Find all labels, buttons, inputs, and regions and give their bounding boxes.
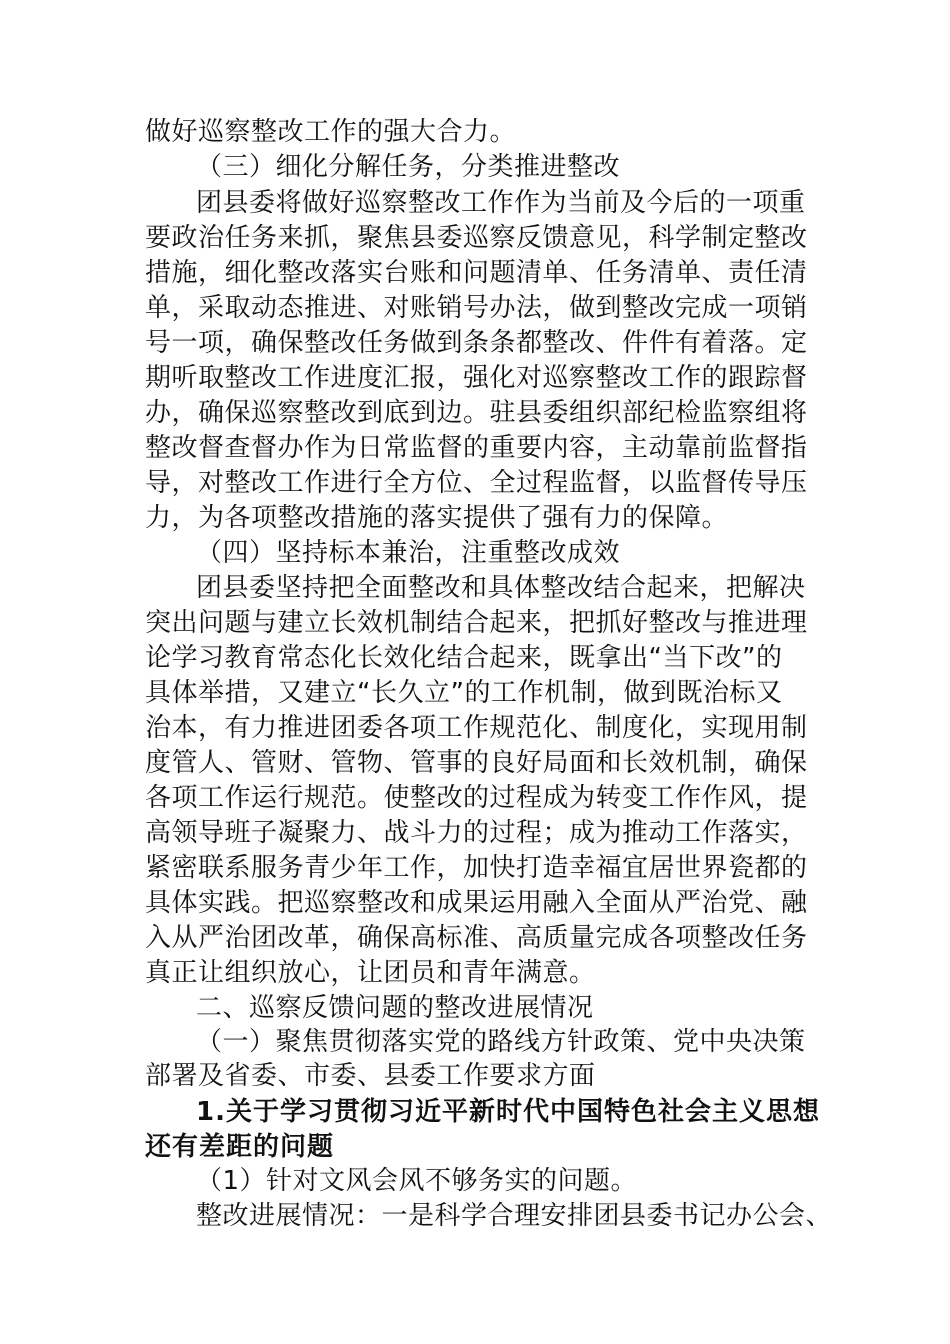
paragraph-line: 入从严治团改革，确保高标准、高质量完成各项整改任务 <box>145 923 808 953</box>
subsection-heading-1: （一）聚焦贯彻落实党的路线方针政策、党中央决策 <box>196 1027 806 1057</box>
paragraph-line: 高领导班子凝聚力、战斗力的过程；成为推动工作落实， <box>145 818 808 848</box>
paragraph-line: 团县委坚持把全面整改和具体整改结合起来，把解决 <box>196 573 806 603</box>
paragraph-line: 整改督查督办作为日常监督的重要内容，主动靠前监督指 <box>145 433 808 463</box>
paragraph-line: 要政治任务来抓，聚焦县委巡察反馈意见，科学制定整改 <box>145 223 808 253</box>
paragraph-line: 治本，有力推进团委各项工作规范化、制度化，实现用制 <box>145 713 808 743</box>
paragraph-line: 突出问题与建立长效机制结合起来，把抓好整改与推进理 <box>145 608 808 638</box>
paragraph-line: 单，采取动态推进、对账销号办法，做到整改完成一项销 <box>145 293 808 323</box>
section-heading-4: （四）坚持标本兼治，注重整改成效 <box>196 538 621 568</box>
paragraph-line: 团县委将做好巡察整改工作作为当前及今后的一项重 <box>196 188 806 218</box>
paragraph-line: 度管人、管财、管物、管事的良好局面和长效机制，确保 <box>145 748 808 778</box>
paragraph-line: 号一项，确保整改任务做到条条都整改、件件有着落。定 <box>145 328 808 358</box>
paragraph-line: 各项工作运行规范。使整改的过程成为转变工作作风，提 <box>145 783 808 813</box>
section-heading-3: （三）细化分解任务，分类推进整改 <box>196 152 621 182</box>
paragraph-line: 具体实践。把巡察整改和成果运用融入全面从严治党、融 <box>145 888 808 918</box>
bold-issue-heading-cont: 还有差距的问题 <box>145 1132 335 1162</box>
paragraph-line: 做好巡察整改工作的强大合力。 <box>145 117 517 147</box>
paragraph-line: 具体举措，又建立“长久立”的工作机制，做到既治标又 <box>145 678 783 708</box>
paragraph-line: 力，为各项整改措施的落实提供了强有力的保障。 <box>145 503 729 533</box>
paragraph-line: 论学习教育常态化长效化结合起来，既拿出“当下改”的 <box>145 643 783 673</box>
bold-issue-heading: 1.关于学习贯彻习近平新时代中国特色社会主义思想 <box>196 1097 820 1127</box>
issue-item-1: （1）针对文风会风不够务实的问题。 <box>196 1166 638 1196</box>
paragraph-line: 措施，细化整改落实台账和问题清单、任务清单、责任清 <box>145 258 808 288</box>
paragraph-line: 紧密联系服务青少年工作，加快打造幸福宜居世界瓷都的 <box>145 853 808 883</box>
paragraph-line: 办，确保巡察整改到底到边。驻县委组织部纪检监察组将 <box>145 398 808 428</box>
paragraph-line: 期听取整改工作进度汇报，强化对巡察整改工作的跟踪督 <box>145 363 808 393</box>
paragraph-line: 导，对整改工作进行全方位、全过程监督，以监督传导压 <box>145 468 808 498</box>
subsection-heading-1-cont: 部署及省委、市委、县委工作要求方面 <box>145 1061 596 1091</box>
progress-paragraph-line: 整改进展情况：一是科学合理安排团县委书记办公会、 <box>196 1201 833 1231</box>
chapter-heading-2: 二、巡察反馈问题的整改进展情况 <box>196 993 594 1023</box>
paragraph-line: 真正让组织放心，让团员和青年满意。 <box>145 958 596 988</box>
